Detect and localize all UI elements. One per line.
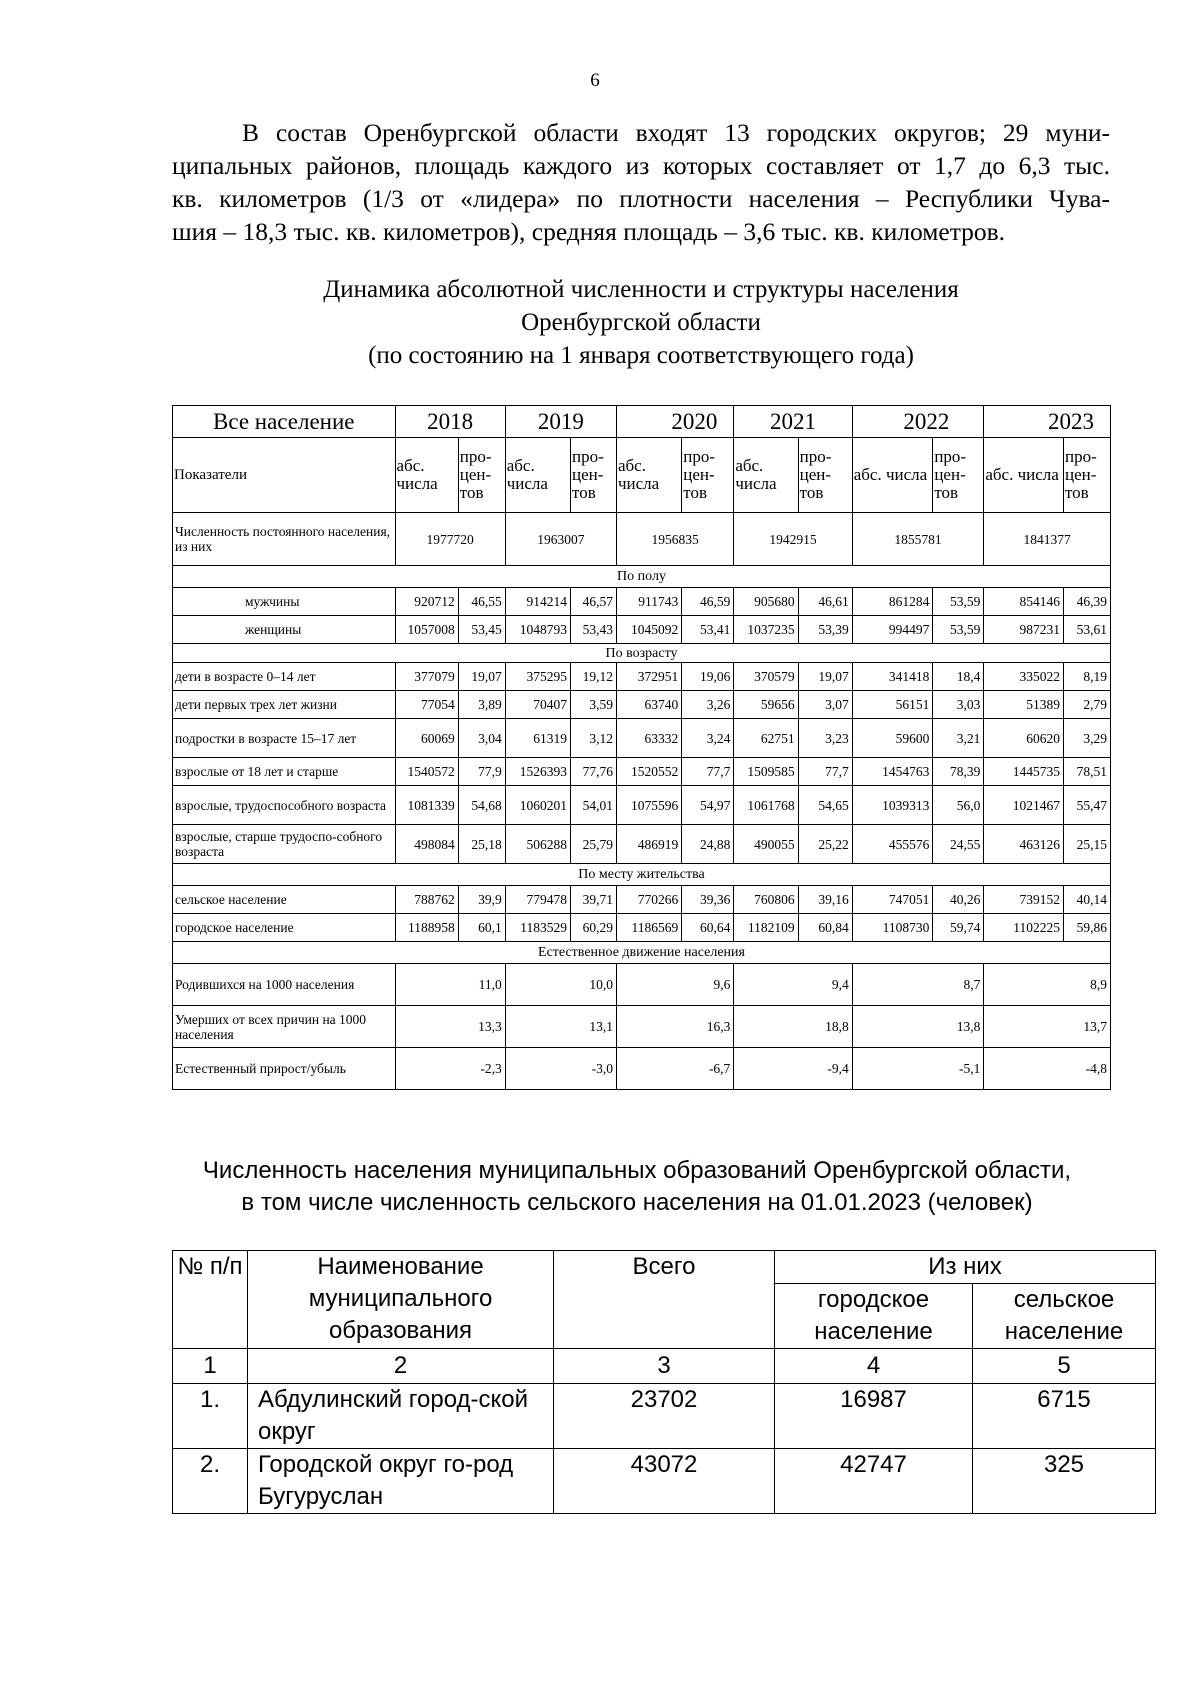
pct-header: про-цен-тов — [458, 438, 505, 513]
row-label: Родившихся на 1000 населения — [173, 964, 396, 1006]
pct-value-cell: 24,88 — [682, 825, 734, 864]
row-label: Естественный прирост/убыль — [173, 1048, 396, 1090]
rate-cell: 10,0 — [505, 964, 616, 1006]
pct-value-cell: 46,55 — [458, 588, 505, 616]
rate-cell: 9,4 — [734, 964, 852, 1006]
pct-value-cell: 60,29 — [571, 914, 617, 942]
rate-cell: 16,3 — [616, 1006, 733, 1048]
page-number: 6 — [590, 70, 600, 91]
pct-value-cell: 46,61 — [798, 588, 852, 616]
abs-header: абс. числа — [734, 438, 798, 513]
table-row — [173, 825, 1111, 864]
pct-value-cell: 77,9 — [458, 758, 505, 786]
pct-value-cell: 3,24 — [682, 719, 734, 758]
pct-value-cell: 54,65 — [798, 786, 852, 825]
rate-cell: 13,8 — [852, 1006, 984, 1048]
table1-title — [172, 273, 1110, 372]
intro-line: ципальных районов, площадь каждого из которых составляет от 1,7 до 6,3 тыс. — [172, 151, 1110, 180]
pct-value-cell: 19,12 — [571, 663, 617, 691]
abs-header: абс. числа — [616, 438, 681, 513]
abs-header: абс. числа — [984, 438, 1064, 513]
pct-value-cell: 53,39 — [798, 616, 852, 644]
row-label: дети первых трех лет жизни — [173, 691, 396, 719]
pct-value-cell: 46,57 — [571, 588, 617, 616]
indicators-header: Показатели — [173, 438, 396, 513]
pct-value-cell: 59,86 — [1063, 914, 1110, 942]
pct-value-cell: 39,36 — [682, 886, 734, 914]
pct-value-cell: 3,21 — [933, 719, 984, 758]
population-dynamics-table — [172, 405, 1111, 1090]
abs-value-cell: 63740 — [616, 691, 681, 719]
table1-title-line: Оренбургской области — [521, 309, 761, 336]
abs-value-cell: 77054 — [395, 691, 458, 719]
section-row — [173, 644, 1111, 663]
row-label: взрослые, трудоспособного возраста — [173, 786, 396, 825]
table-row — [173, 886, 1111, 914]
table1-title-line: (по состоянию на 1 января соответствующего года) — [368, 342, 914, 369]
pct-header: про-цен-тов — [571, 438, 617, 513]
table-row — [173, 1048, 1111, 1090]
abs-value-cell: 490055 — [734, 825, 798, 864]
rate-cell: 8,7 — [852, 964, 984, 1006]
pct-value-cell: 39,16 — [798, 886, 852, 914]
abs-value-cell: 994497 — [852, 616, 933, 644]
table2-title-line: Численность населения муниципальных образований Оренбургской области, — [202, 1157, 1072, 1184]
pct-value-cell: 3,59 — [571, 691, 617, 719]
pct-value-cell: 19,06 — [682, 663, 734, 691]
urban-value: 16987 — [775, 1384, 973, 1449]
table-row — [173, 786, 1111, 825]
abs-value-cell: 739152 — [984, 886, 1064, 914]
table-row — [173, 663, 1111, 691]
column-number-row — [173, 1349, 1156, 1384]
row-label: мужчины — [173, 588, 396, 616]
urban-header: городское население — [775, 1284, 973, 1349]
rural-header: сельское население — [973, 1284, 1156, 1349]
rate-cell: 13,1 — [505, 1006, 616, 1048]
pct-value-cell: 24,55 — [933, 825, 984, 864]
pct-value-cell: 54,97 — [682, 786, 734, 825]
table-row — [173, 616, 1111, 644]
abs-value-cell: 1526393 — [505, 758, 570, 786]
pct-value-cell: 8,19 — [1063, 663, 1110, 691]
pct-header: про-цен-тов — [798, 438, 852, 513]
pct-header: про-цен-тов — [682, 438, 734, 513]
column-number: 5 — [973, 1349, 1156, 1384]
rate-cell: 9,6 — [616, 964, 733, 1006]
total-value: 23702 — [554, 1384, 775, 1449]
abs-value-cell: 779478 — [505, 886, 570, 914]
table-row — [173, 1449, 1156, 1514]
total-population-row — [173, 513, 1111, 566]
rate-cell: -6,7 — [616, 1048, 733, 1090]
of-them-header: Из них — [775, 1251, 1156, 1284]
abs-header: абс. числа — [395, 438, 458, 513]
table-row — [173, 1006, 1111, 1048]
abs-value-cell: 1102225 — [984, 914, 1064, 942]
section-row — [173, 942, 1111, 964]
urban-value: 42747 — [775, 1449, 973, 1514]
abs-value-cell: 1108730 — [852, 914, 933, 942]
pct-value-cell: 19,07 — [458, 663, 505, 691]
municipal-population-table — [172, 1250, 1156, 1514]
subheader-row — [173, 438, 1111, 513]
intro-line: кв. километров (1/3 от «лидера» по плотности населения – Республики Чува- — [172, 184, 1110, 213]
row-label: взрослые, старше трудоспо-собного возраста — [173, 825, 396, 864]
abs-value-cell: 1081339 — [395, 786, 458, 825]
pct-value-cell: 25,15 — [1063, 825, 1110, 864]
abs-value-cell: 1048793 — [505, 616, 570, 644]
year-header: 2022 — [852, 406, 984, 438]
column-number: 3 — [554, 1349, 775, 1384]
abs-value-cell: 51389 — [984, 691, 1064, 719]
pct-value-cell: 60,64 — [682, 914, 734, 942]
rate-cell: -5,1 — [852, 1048, 984, 1090]
abs-header: абс. числа — [852, 438, 933, 513]
row-label: Умерших от всех причин на 1000 населения — [173, 1006, 396, 1048]
column-number: 1 — [173, 1349, 248, 1384]
abs-value-cell: 63332 — [616, 719, 681, 758]
year-header-row — [173, 406, 1111, 438]
pct-header: про-цен-тов — [933, 438, 984, 513]
pct-value-cell: 25,79 — [571, 825, 617, 864]
table-row — [173, 914, 1111, 942]
table-row — [173, 1384, 1156, 1449]
pct-value-cell: 60,84 — [798, 914, 852, 942]
municipality-name: Городской округ го-род Бугуруслан — [248, 1449, 554, 1514]
abs-value-cell: 1060201 — [505, 786, 570, 825]
pct-value-cell: 3,07 — [798, 691, 852, 719]
table2-title — [172, 1155, 1102, 1219]
pct-value-cell: 77,7 — [682, 758, 734, 786]
total-cell: 1855781 — [852, 513, 984, 566]
intro-paragraph — [172, 116, 1110, 248]
row-label: дети в возрасте 0–14 лет — [173, 663, 396, 691]
abs-value-cell: 861284 — [852, 588, 933, 616]
abs-value-cell: 372951 — [616, 663, 681, 691]
pct-value-cell: 56,0 — [933, 786, 984, 825]
year-header: 2023 — [984, 406, 1111, 438]
pct-value-cell: 39,71 — [571, 886, 617, 914]
abs-value-cell: 463126 — [984, 825, 1064, 864]
abs-value-cell: 1445735 — [984, 758, 1064, 786]
abs-value-cell: 1509585 — [734, 758, 798, 786]
pct-value-cell: 40,26 — [933, 886, 984, 914]
row-number: 2. — [173, 1449, 248, 1514]
pct-value-cell: 53,41 — [682, 616, 734, 644]
pct-value-cell: 3,89 — [458, 691, 505, 719]
abs-header: абс. числа — [505, 438, 570, 513]
section-sex: По полу — [173, 566, 1111, 588]
total-header: Всего — [554, 1251, 775, 1349]
pct-value-cell: 53,59 — [933, 588, 984, 616]
pct-value-cell: 53,43 — [571, 616, 617, 644]
abs-value-cell: 914214 — [505, 588, 570, 616]
abs-value-cell: 455576 — [852, 825, 933, 864]
rate-cell: -4,8 — [984, 1048, 1111, 1090]
pct-value-cell: 46,59 — [682, 588, 734, 616]
row-label: сельское население — [173, 886, 396, 914]
total-cell: 1841377 — [984, 513, 1111, 566]
abs-value-cell: 1075596 — [616, 786, 681, 825]
abs-value-cell: 920712 — [395, 588, 458, 616]
abs-value-cell: 375295 — [505, 663, 570, 691]
intro-line: В состав Оренбургской области входят 13 городских округов; 29 муни- — [242, 118, 1110, 147]
pct-value-cell: 19,07 — [798, 663, 852, 691]
abs-value-cell: 498084 — [395, 825, 458, 864]
abs-value-cell: 1021467 — [984, 786, 1064, 825]
pct-value-cell: 54,01 — [571, 786, 617, 825]
abs-value-cell: 1061768 — [734, 786, 798, 825]
abs-value-cell: 1037235 — [734, 616, 798, 644]
pct-value-cell: 39,9 — [458, 886, 505, 914]
abs-value-cell: 911743 — [616, 588, 681, 616]
pct-value-cell: 3,29 — [1063, 719, 1110, 758]
section-residence: По месту жительства — [173, 864, 1111, 886]
pct-value-cell: 18,4 — [933, 663, 984, 691]
pct-value-cell: 78,39 — [933, 758, 984, 786]
pct-value-cell: 53,61 — [1063, 616, 1110, 644]
pct-value-cell: 3,03 — [933, 691, 984, 719]
total-cell: 1963007 — [505, 513, 616, 566]
abs-value-cell: 1520552 — [616, 758, 681, 786]
rate-cell: 18,8 — [734, 1006, 852, 1048]
pct-header: про-цен-тов — [1063, 438, 1110, 513]
pct-value-cell: 2,79 — [1063, 691, 1110, 719]
pct-value-cell: 46,39 — [1063, 588, 1110, 616]
table-row — [173, 964, 1111, 1006]
table-row — [173, 719, 1111, 758]
pct-value-cell: 53,59 — [933, 616, 984, 644]
rate-cell: -3,0 — [505, 1048, 616, 1090]
pct-value-cell: 53,45 — [458, 616, 505, 644]
table-row — [173, 588, 1111, 616]
abs-value-cell: 341418 — [852, 663, 933, 691]
row-label: подростки в возрасте 15–17 лет — [173, 719, 396, 758]
municipality-name: Абдулинский город-ской округ — [248, 1384, 554, 1449]
abs-value-cell: 61319 — [505, 719, 570, 758]
abs-value-cell: 1186569 — [616, 914, 681, 942]
abs-value-cell: 1188958 — [395, 914, 458, 942]
rate-cell: -2,3 — [395, 1048, 505, 1090]
abs-value-cell: 760806 — [734, 886, 798, 914]
abs-value-cell: 59656 — [734, 691, 798, 719]
abs-value-cell: 987231 — [984, 616, 1064, 644]
abs-value-cell: 70407 — [505, 691, 570, 719]
num-header: № п/п — [173, 1251, 248, 1349]
abs-value-cell: 1182109 — [734, 914, 798, 942]
column-number: 2 — [248, 1349, 554, 1384]
rate-cell: -9,4 — [734, 1048, 852, 1090]
pct-value-cell: 3,12 — [571, 719, 617, 758]
section-natural: Естественное движение населения — [173, 942, 1111, 964]
row-label: Численность постоянного населения, из них — [173, 513, 396, 566]
abs-value-cell: 486919 — [616, 825, 681, 864]
abs-value-cell: 56151 — [852, 691, 933, 719]
abs-value-cell: 60620 — [984, 719, 1064, 758]
rate-cell: 13,7 — [984, 1006, 1111, 1048]
rate-cell: 11,0 — [395, 964, 505, 1006]
table-row — [173, 758, 1111, 786]
abs-value-cell: 1454763 — [852, 758, 933, 786]
abs-value-cell: 62751 — [734, 719, 798, 758]
pct-value-cell: 54,68 — [458, 786, 505, 825]
row-number: 1. — [173, 1384, 248, 1449]
abs-value-cell: 1183529 — [505, 914, 570, 942]
total-cell: 1977720 — [395, 513, 505, 566]
name-header: Наименование муниципального образования — [248, 1251, 554, 1349]
row-label: городское население — [173, 914, 396, 942]
pct-value-cell: 77,7 — [798, 758, 852, 786]
abs-value-cell: 1540572 — [395, 758, 458, 786]
year-header: 2018 — [395, 406, 505, 438]
row-label: женщины — [173, 616, 396, 644]
all-population-header: Все население — [173, 406, 396, 438]
intro-line: шия – 18,3 тыс. кв. километров), средняя площадь – 3,6 тыс. кв. километров. — [172, 217, 1006, 246]
pct-value-cell: 78,51 — [1063, 758, 1110, 786]
rural-value: 6715 — [973, 1384, 1156, 1449]
rate-cell: 8,9 — [984, 964, 1111, 1006]
abs-value-cell: 335022 — [984, 663, 1064, 691]
year-header: 2021 — [734, 406, 852, 438]
abs-value-cell: 59600 — [852, 719, 933, 758]
pct-value-cell: 40,14 — [1063, 886, 1110, 914]
pct-value-cell: 55,47 — [1063, 786, 1110, 825]
pct-value-cell: 77,76 — [571, 758, 617, 786]
abs-value-cell: 788762 — [395, 886, 458, 914]
abs-value-cell: 60069 — [395, 719, 458, 758]
section-age: По возрасту — [173, 644, 1111, 663]
table1-title-line: Динамика абсолютной численности и структуры населения — [323, 276, 959, 303]
table2-header-row — [173, 1251, 1156, 1284]
abs-value-cell: 905680 — [734, 588, 798, 616]
abs-value-cell: 1045092 — [616, 616, 681, 644]
year-header: 2020 — [616, 406, 733, 438]
pct-value-cell: 60,1 — [458, 914, 505, 942]
table2-title-line: в том числе численность сельского населения на 01.01.2023 (человек) — [241, 1189, 1033, 1216]
abs-value-cell: 1039313 — [852, 786, 933, 825]
abs-value-cell: 370579 — [734, 663, 798, 691]
pct-value-cell: 3,04 — [458, 719, 505, 758]
pct-value-cell: 25,18 — [458, 825, 505, 864]
abs-value-cell: 770266 — [616, 886, 681, 914]
rate-cell: 13,3 — [395, 1006, 505, 1048]
total-cell: 1956835 — [616, 513, 733, 566]
row-label: взрослые от 18 лет и старше — [173, 758, 396, 786]
section-row — [173, 864, 1111, 886]
pct-value-cell: 59,74 — [933, 914, 984, 942]
abs-value-cell: 854146 — [984, 588, 1064, 616]
abs-value-cell: 506288 — [505, 825, 570, 864]
pct-value-cell: 3,26 — [682, 691, 734, 719]
table-row — [173, 691, 1111, 719]
pct-value-cell: 3,23 — [798, 719, 852, 758]
pct-value-cell: 25,22 — [798, 825, 852, 864]
year-header: 2019 — [505, 406, 616, 438]
rural-value: 325 — [973, 1449, 1156, 1514]
section-row — [173, 566, 1111, 588]
total-value: 43072 — [554, 1449, 775, 1514]
total-cell: 1942915 — [734, 513, 852, 566]
abs-value-cell: 377079 — [395, 663, 458, 691]
abs-value-cell: 1057008 — [395, 616, 458, 644]
abs-value-cell: 747051 — [852, 886, 933, 914]
column-number: 4 — [775, 1349, 973, 1384]
